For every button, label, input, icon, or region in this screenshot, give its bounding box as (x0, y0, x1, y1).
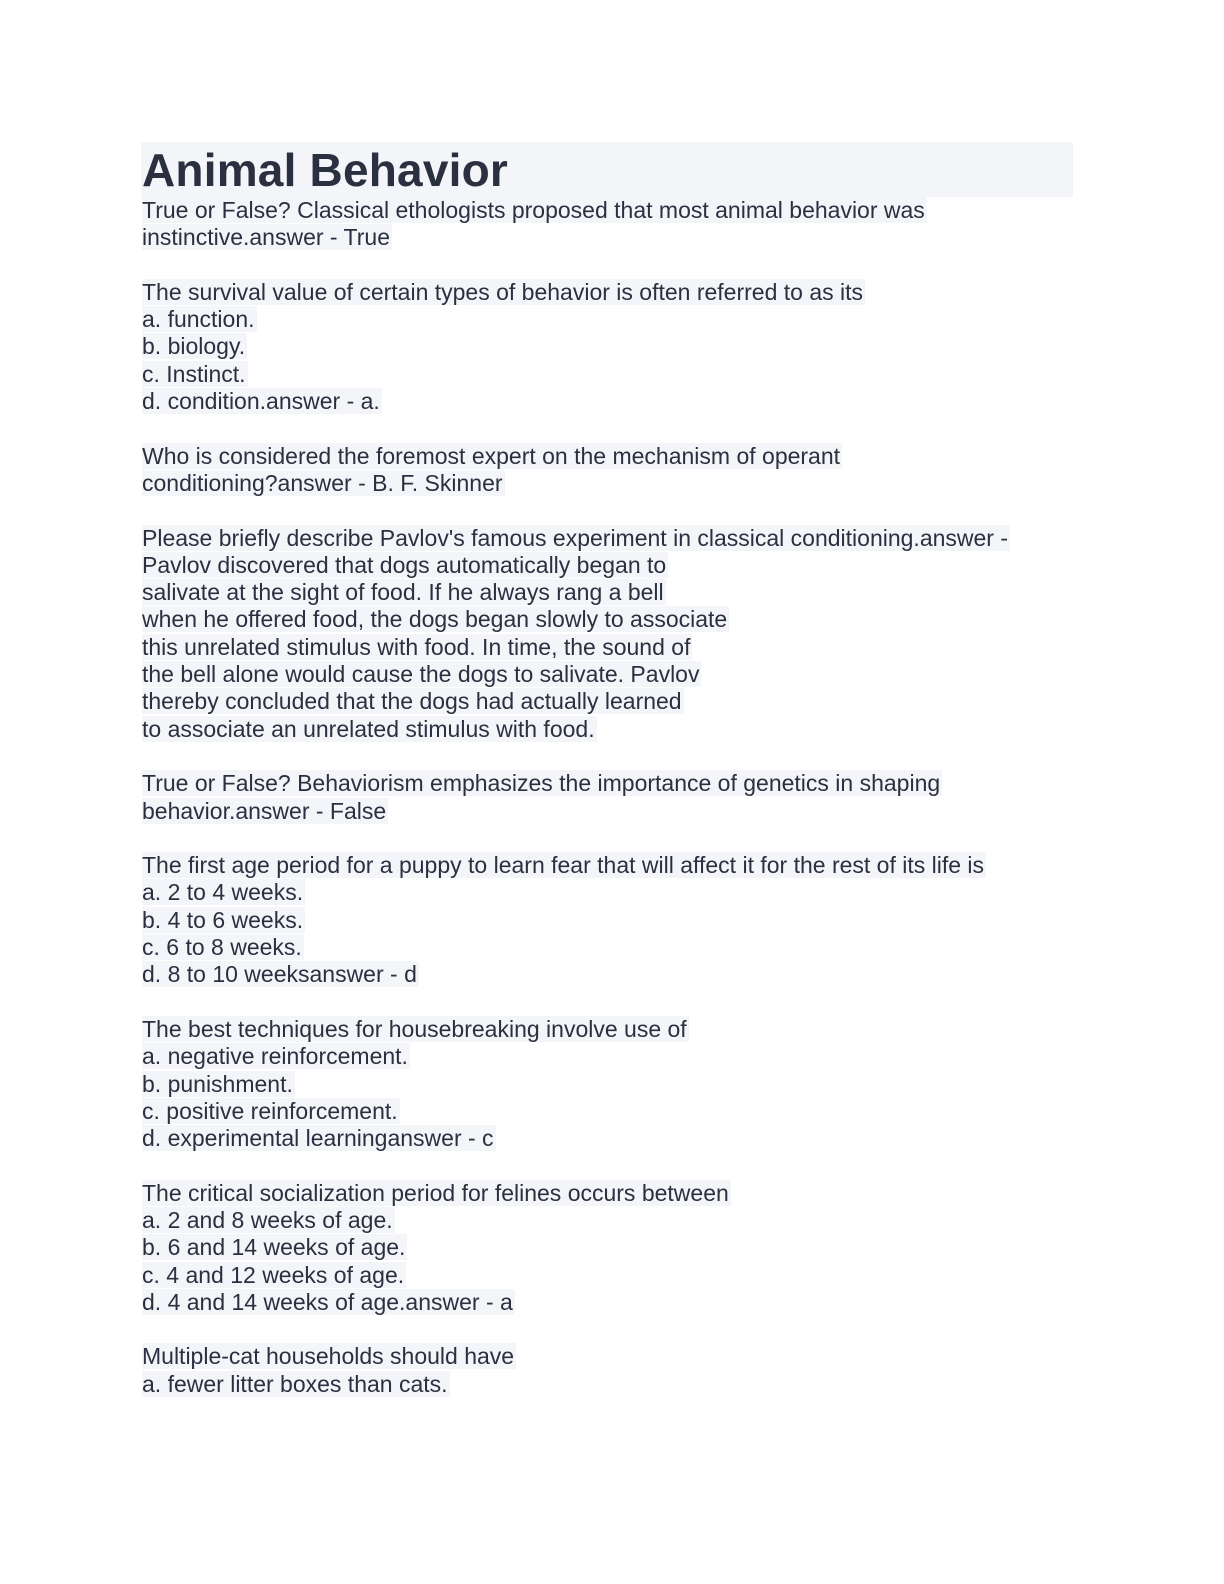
line-text: The critical socialization period for felines occurs between (142, 1179, 729, 1206)
answer-line (142, 606, 1074, 633)
answer-line (142, 1207, 1074, 1234)
block-spacer (142, 1316, 1074, 1343)
block-spacer (142, 825, 1074, 852)
answer-line (142, 388, 1074, 415)
qa-block (142, 1343, 1074, 1398)
answer-line (142, 470, 1074, 497)
line-text: when he offered food, the dogs began slowly to associate (142, 606, 728, 633)
answer-line (142, 798, 1074, 825)
question-line (142, 1180, 1074, 1207)
line-text: to associate an unrelated stimulus with food. (142, 715, 595, 742)
question-line (142, 443, 1074, 470)
line-text: c. positive reinforcement. (142, 1097, 398, 1124)
question-line (142, 1016, 1074, 1043)
line-text: d. experimental learninganswer - c (142, 1125, 494, 1152)
qa-block (142, 279, 1074, 415)
line-text: d. 4 and 14 weeks of age.answer - a (142, 1288, 513, 1315)
answer-line (142, 1371, 1074, 1398)
document-page (142, 142, 1074, 1398)
question-line (142, 525, 1074, 552)
answer-line (142, 879, 1074, 906)
line-text: a. fewer litter boxes than cats. (142, 1370, 448, 1397)
block-spacer (142, 415, 1074, 442)
qa-content (142, 197, 1074, 1398)
qa-block (142, 1016, 1074, 1152)
question-line (142, 197, 1074, 224)
block-spacer (142, 1152, 1074, 1179)
answer-line (142, 1262, 1074, 1289)
line-text: b. 4 to 6 weeks. (142, 906, 304, 933)
answer-line (142, 579, 1074, 606)
line-text: c. 6 to 8 weeks. (142, 934, 302, 961)
answer-line (142, 1098, 1074, 1125)
question-line (142, 770, 1074, 797)
answer-line (142, 333, 1074, 360)
answer-line (142, 552, 1074, 579)
question-line (142, 279, 1074, 306)
question-line (142, 852, 1074, 879)
answer-line (142, 716, 1074, 743)
line-text: behavior.answer - False (142, 797, 387, 824)
line-text: True or False? Behaviorism emphasizes the importance of genetics in shaping (142, 770, 941, 797)
line-text: salivate at the sight of food. If he always rang a bell (142, 579, 664, 606)
line-text: a. 2 and 8 weeks of age. (142, 1206, 393, 1233)
line-text: The first age period for a puppy to learn fear that will affect it for the rest of its life is (142, 852, 985, 879)
line-text: Multiple-cat households should have (142, 1343, 515, 1370)
answer-line (142, 634, 1074, 661)
answer-line (142, 1071, 1074, 1098)
line-text: d. 8 to 10 weeksanswer - d (142, 961, 417, 988)
answer-line (142, 306, 1074, 333)
title-highlight (141, 142, 1073, 197)
line-text: d. condition.answer - a. (142, 388, 380, 415)
answer-line (142, 1289, 1074, 1316)
answer-line (142, 1125, 1074, 1152)
line-text: thereby concluded that the dogs had actually learned (142, 688, 682, 715)
line-text: b. punishment. (142, 1070, 293, 1097)
line-text: conditioning?answer - B. F. Skinner (142, 469, 503, 496)
answer-line (142, 1234, 1074, 1261)
question-line (142, 1343, 1074, 1370)
qa-block (142, 443, 1074, 498)
line-text: a. 2 to 4 weeks. (142, 879, 304, 906)
answer-line (142, 688, 1074, 715)
answer-line (142, 1043, 1074, 1070)
block-spacer (142, 743, 1074, 770)
document-title: Animal Behavior (142, 144, 508, 196)
line-text: the bell alone would cause the dogs to salivate. Pavlov (142, 661, 700, 688)
line-text: b. biology. (142, 333, 246, 360)
line-text: b. 6 and 14 weeks of age. (142, 1234, 406, 1261)
qa-block (142, 852, 1074, 988)
line-text: Who is considered the foremost expert on the mechanism of operant (142, 442, 841, 469)
line-text: Please briefly describe Pavlov's famous experiment in classical conditioning.answer - (142, 524, 1009, 551)
answer-line (142, 934, 1074, 961)
line-text: The best techniques for housebreaking involve use of (142, 1015, 687, 1042)
line-text: c. 4 and 12 weeks of age. (142, 1261, 405, 1288)
line-text: instinctive.answer - True (142, 224, 390, 251)
line-text: The survival value of certain types of behavior is often referred to as its (142, 278, 864, 305)
line-text: c. Instinct. (142, 360, 246, 387)
qa-block (142, 197, 1074, 252)
line-text: Pavlov discovered that dogs automatically began to (142, 551, 667, 578)
line-text: a. negative reinforcement. (142, 1043, 408, 1070)
answer-line (142, 907, 1074, 934)
block-spacer (142, 989, 1074, 1016)
qa-block (142, 525, 1074, 743)
line-text: True or False? Classical ethologists proposed that most animal behavior was (142, 197, 925, 223)
line-text: a. function. (142, 306, 255, 333)
answer-line (142, 361, 1074, 388)
block-spacer (142, 497, 1074, 524)
answer-line (142, 961, 1074, 988)
line-text: this unrelated stimulus with food. In time, the sound of (142, 633, 691, 660)
block-spacer (142, 252, 1074, 279)
answer-line (142, 661, 1074, 688)
qa-block (142, 770, 1074, 825)
qa-block (142, 1180, 1074, 1316)
answer-line (142, 224, 1074, 251)
